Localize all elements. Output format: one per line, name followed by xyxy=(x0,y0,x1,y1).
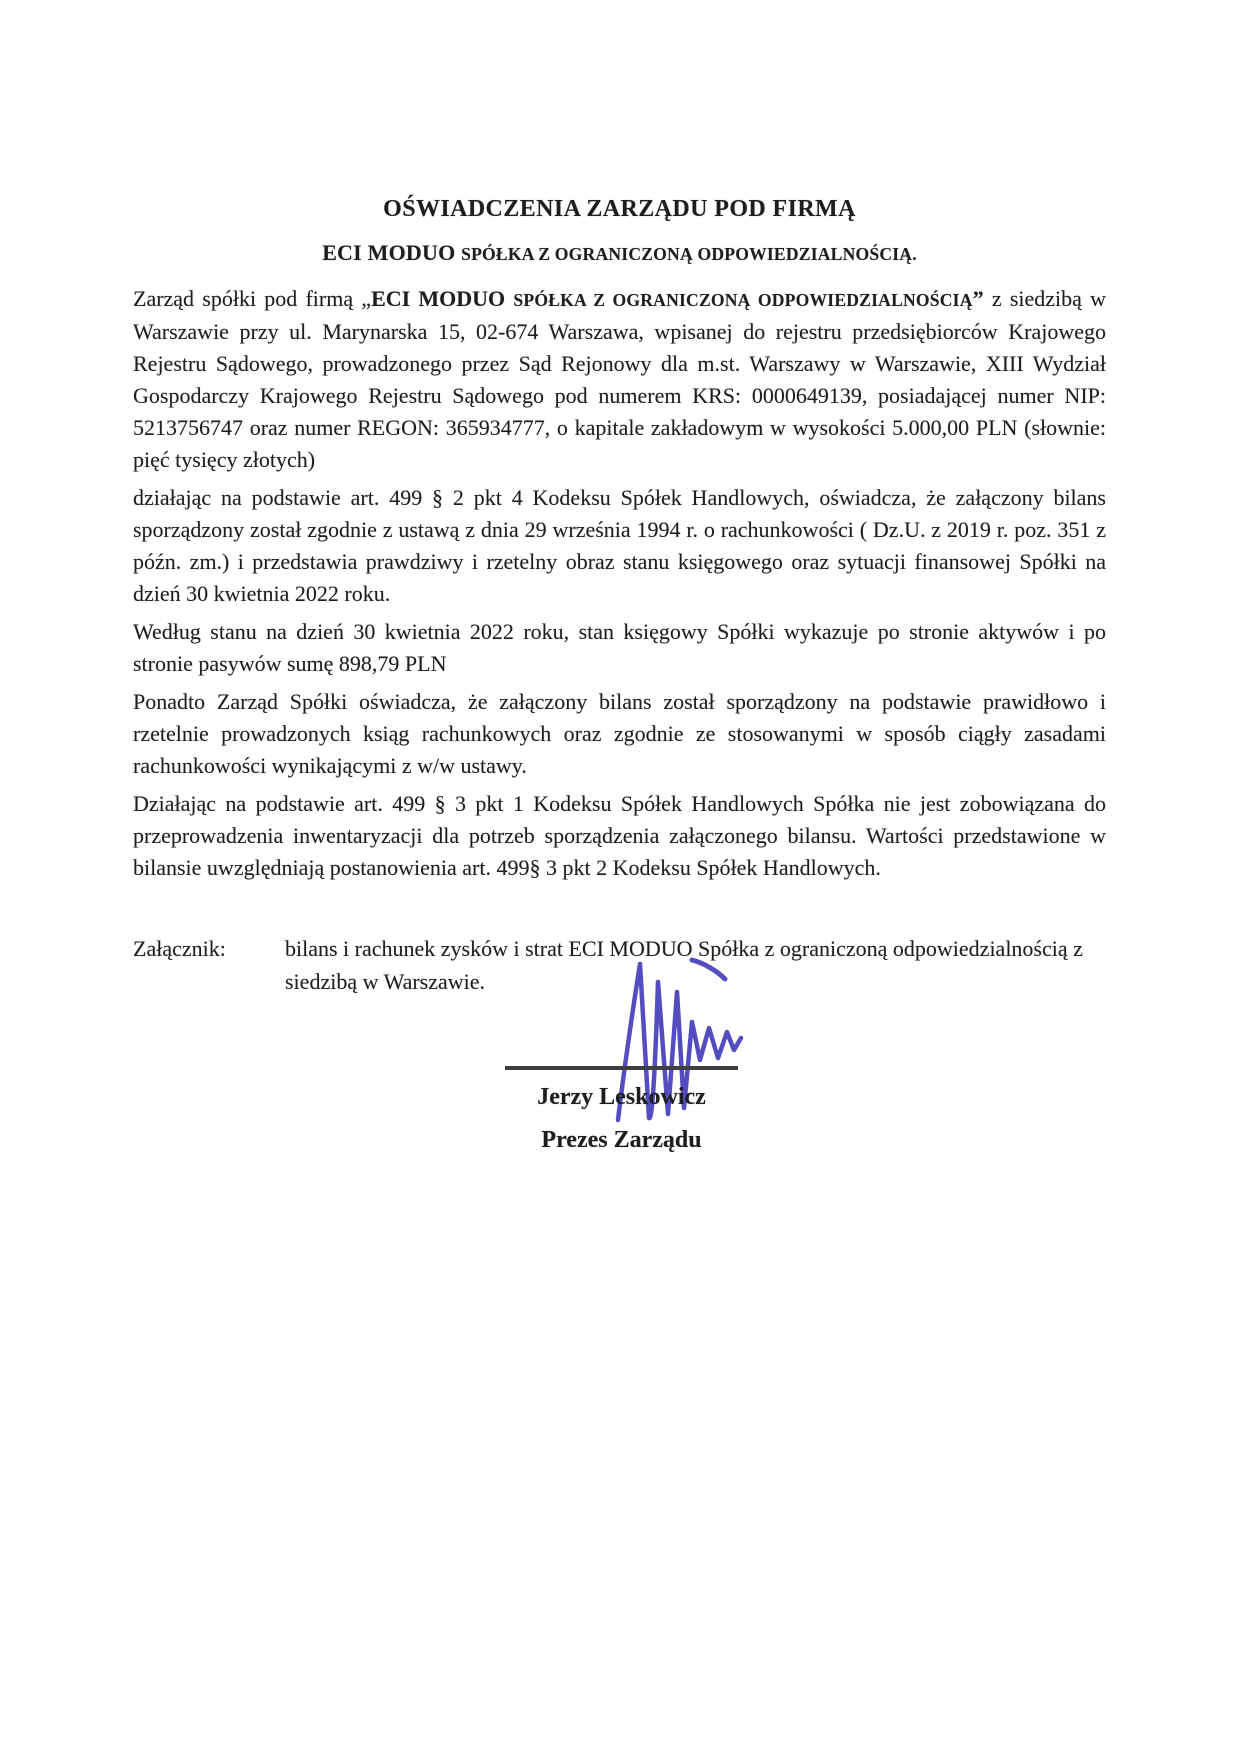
signature-line xyxy=(505,1066,738,1070)
document-title: OŚWIADCZENIA ZARZĄDU POD FIRMĄ xyxy=(383,196,856,222)
paragraph-balance-sum xyxy=(133,616,1106,680)
text-run: SPÓŁKA Z OGRANICZONĄ ODPOWIEDZIALNOŚCIĄ. xyxy=(461,244,917,264)
company-name-heading xyxy=(133,240,1106,267)
text-run: ECI MODUO xyxy=(322,240,462,265)
paragraph-company-details xyxy=(133,283,1106,476)
text-run: Ponadto Zarząd Spółki oświadcza, że załączony bilans został sporządzony na podstawie prawidłowo i rzetelnie prowadzonych ksiąg rachunkowych oraz zgodnie ze stosowanymi w sposób ciągły zasadami rachunkowości wynikającymi z w/w ustawy. xyxy=(133,689,1106,778)
signatory-name: Jerzy Leskowicz xyxy=(537,1084,706,1110)
paragraph-balance-declaration xyxy=(133,482,1106,610)
attachment-text: bilans i rachunek zysków i strat ECI MODUO Spółka z ograniczoną odpowiedzialnością z siedzibą w Warszawie. xyxy=(285,936,1083,994)
text-run: Według stanu na dzień 30 kwietnia 2022 roku, stan księgowy Spółki wykazuje po stronie aktywów i po stronie pasywów sumę 898,79 PLN xyxy=(133,619,1106,676)
text-run: SPÓŁKA Z OGRANICZONĄ ODPOWIEDZIALNOŚCIĄ xyxy=(513,290,973,310)
document-body xyxy=(133,196,1106,998)
paragraph-books-declaration xyxy=(133,686,1106,782)
text-run: ECI MODUO xyxy=(371,286,514,311)
signature-accent-stroke xyxy=(692,960,725,979)
text-run: z siedzibą w Warszawie przy ul. Marynarska 15, 02-674 Warszawa, wpisanej do rejestru przedsiębiorców Krajowego Rejestru Sądowego, prowadzonego przez Sąd Rejonowy dla m.st. Warszawy w Warszawie, XIII Wydział Gospodarczy Krajowego Rejestru Sądowego pod numerem KRS: 0000649139, posiadającej numer NIP: 5213756747 oraz numer REGON: 365934777, o kapitale zakładowym w wysokości 5.000,00 PLN (słownie: pięć tysięcy złotych) xyxy=(133,286,1106,472)
signatory-role: Prezes Zarządu xyxy=(541,1127,702,1153)
text-run: działając na podstawie art. 499 § 2 pkt 4 Kodeksu Spółek Handlowych, oświadcza, że załączony bilans sporządzony został zgodnie z ustawą z dnia 29 września 1994 r. o rachunkowości ( Dz.U. z 2019 r. poz. 351 z późn. zm.) i przedstawia prawdziwy i rzetelny obraz stanu księgowego oraz sytuacji finansowej Spółki na dzień 30 kwietnia 2022 roku. xyxy=(133,485,1106,606)
text-run: Zarząd spółki pod firmą „ xyxy=(133,286,372,311)
paragraph-inventory-declaration xyxy=(133,788,1106,884)
text-run: ” xyxy=(972,286,984,311)
attachment-label: Załącznik: xyxy=(133,936,226,961)
text-run: Działając na podstawie art. 499 § 3 pkt 1 Kodeksu Spółek Handlowych Spółka nie jest zobowiązana do przeprowadzenia inwentaryzacji dla potrzeb sporządzenia załączonego bilansu. Wartości przedstawione w bilansie uwzględniają postanowienia art. 499§ 3 pkt 2 Kodeksu Spółek Handlowych. xyxy=(133,791,1106,880)
